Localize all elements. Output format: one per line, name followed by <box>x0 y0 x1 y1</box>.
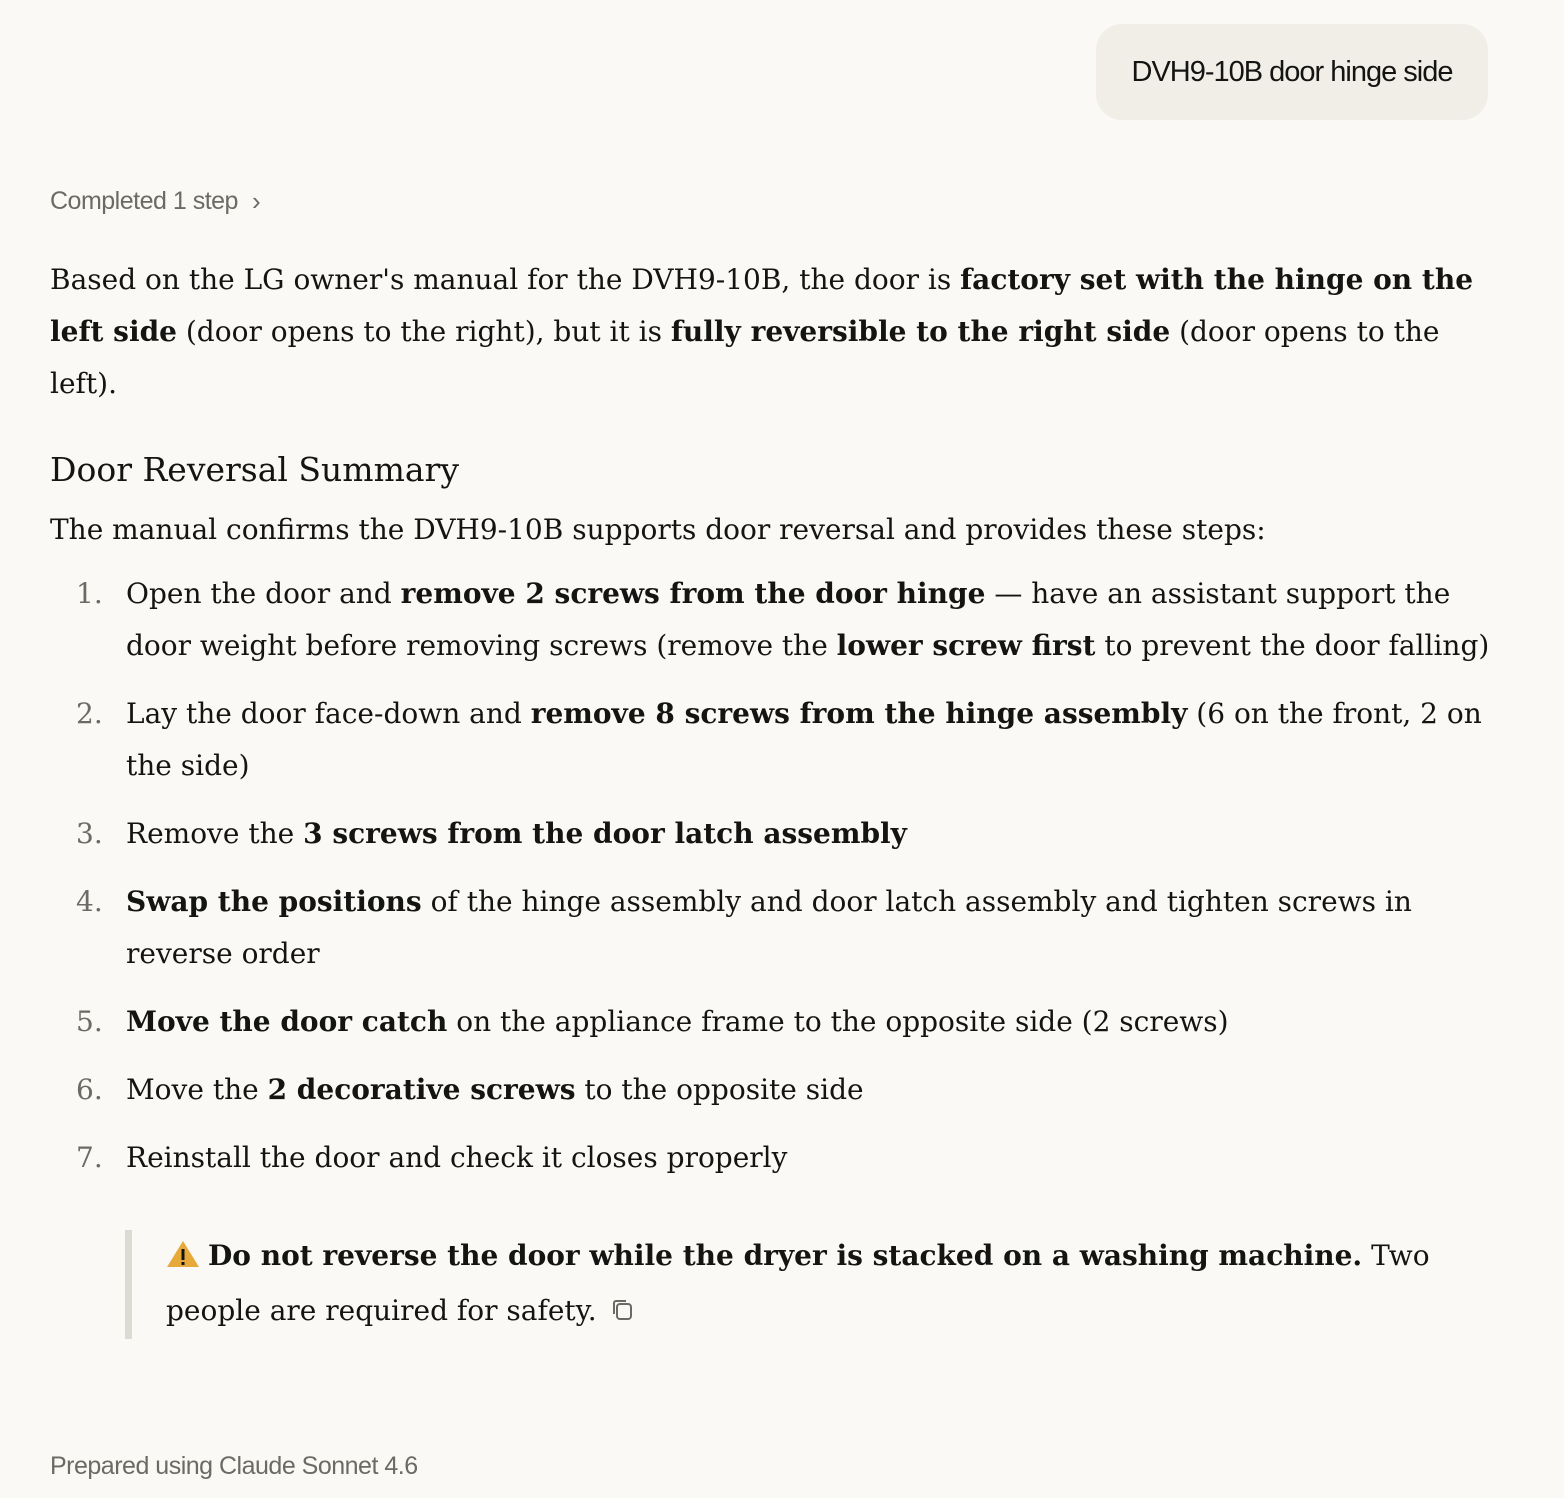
steps-label: Completed 1 step <box>50 187 238 215</box>
list-item <box>50 568 1490 672</box>
text: to the opposite side <box>575 1073 864 1106</box>
list-number: 7. <box>76 1141 103 1174</box>
text: (6 on the front, 2 on the side) <box>126 697 1482 782</box>
user-message-text: DVH9-10B door hinge side <box>1131 55 1453 88</box>
intro-paragraph <box>50 254 1490 410</box>
warning-blockquote <box>125 1230 1490 1339</box>
completed-steps-toggle[interactable] <box>50 186 260 217</box>
text: — have an assistant support the door weight before removing screws (remove the <box>126 577 1451 662</box>
text: Open the door and <box>126 577 401 610</box>
list-item <box>50 996 1490 1048</box>
text: Reinstall the door and check it closes properly <box>126 1141 788 1174</box>
bold-text: remove 2 screws from the door hinge <box>400 577 986 610</box>
text: of the hinge assembly and door latch assembly and tighten screws in reverse order <box>126 885 1412 970</box>
list-item <box>50 688 1490 792</box>
text: (door opens to the left). <box>50 315 1440 400</box>
list-number: 5. <box>76 1005 103 1038</box>
bold-text: factory set with the hinge on the left side <box>50 263 1474 348</box>
text: (door opens to the right), but it is <box>176 315 671 348</box>
warning-text: Two people are required for safety. <box>166 1239 1430 1327</box>
bold-text: 2 decorative screws <box>267 1073 576 1106</box>
copy-icon[interactable] <box>611 1287 635 1339</box>
user-message-bubble <box>1096 24 1488 120</box>
text: on the appliance frame to the opposite side (2 screws) <box>447 1005 1229 1038</box>
list-number: 6. <box>76 1073 103 1106</box>
section-heading: Door Reversal Summary <box>50 450 459 489</box>
bold-text: Swap the positions <box>126 885 422 918</box>
list-item <box>50 1064 1490 1116</box>
text: Based on the LG owner's manual for the DVH9-10B, the door is <box>50 263 961 296</box>
list-item <box>50 808 1490 860</box>
bold-text: lower screw first <box>836 629 1096 662</box>
assistant-response <box>50 254 1490 1339</box>
lead-paragraph: The manual confirms the DVH9-10B supports door reversal and provides these steps: <box>50 513 1266 546</box>
bold-text: Move the door catch <box>126 1005 448 1038</box>
text: Lay the door face-down and <box>126 697 531 730</box>
steps-list <box>50 568 1490 1184</box>
text: Move the <box>126 1073 268 1106</box>
list-number: 4. <box>76 885 103 918</box>
list-item <box>50 1132 1490 1184</box>
bold-text: fully reversible to the right side <box>670 315 1171 348</box>
bold-text: 3 screws from the door latch assembly <box>303 817 907 850</box>
text: Remove the <box>126 817 304 850</box>
list-item <box>50 876 1490 980</box>
model-footer: Prepared using Claude Sonnet 4.6 <box>50 1452 418 1480</box>
chevron-right-icon: › <box>251 186 261 216</box>
warning-bold-text: Do not reverse the door while the dryer is stacked on a washing machine. <box>208 1239 1363 1272</box>
list-number: 3. <box>76 817 103 850</box>
bold-text: remove 8 screws from the hinge assembly <box>530 697 1188 730</box>
text: to prevent the door falling) <box>1095 629 1490 662</box>
list-number: 2. <box>76 697 103 730</box>
list-number: 1. <box>76 577 103 610</box>
warning-icon <box>166 1233 200 1285</box>
